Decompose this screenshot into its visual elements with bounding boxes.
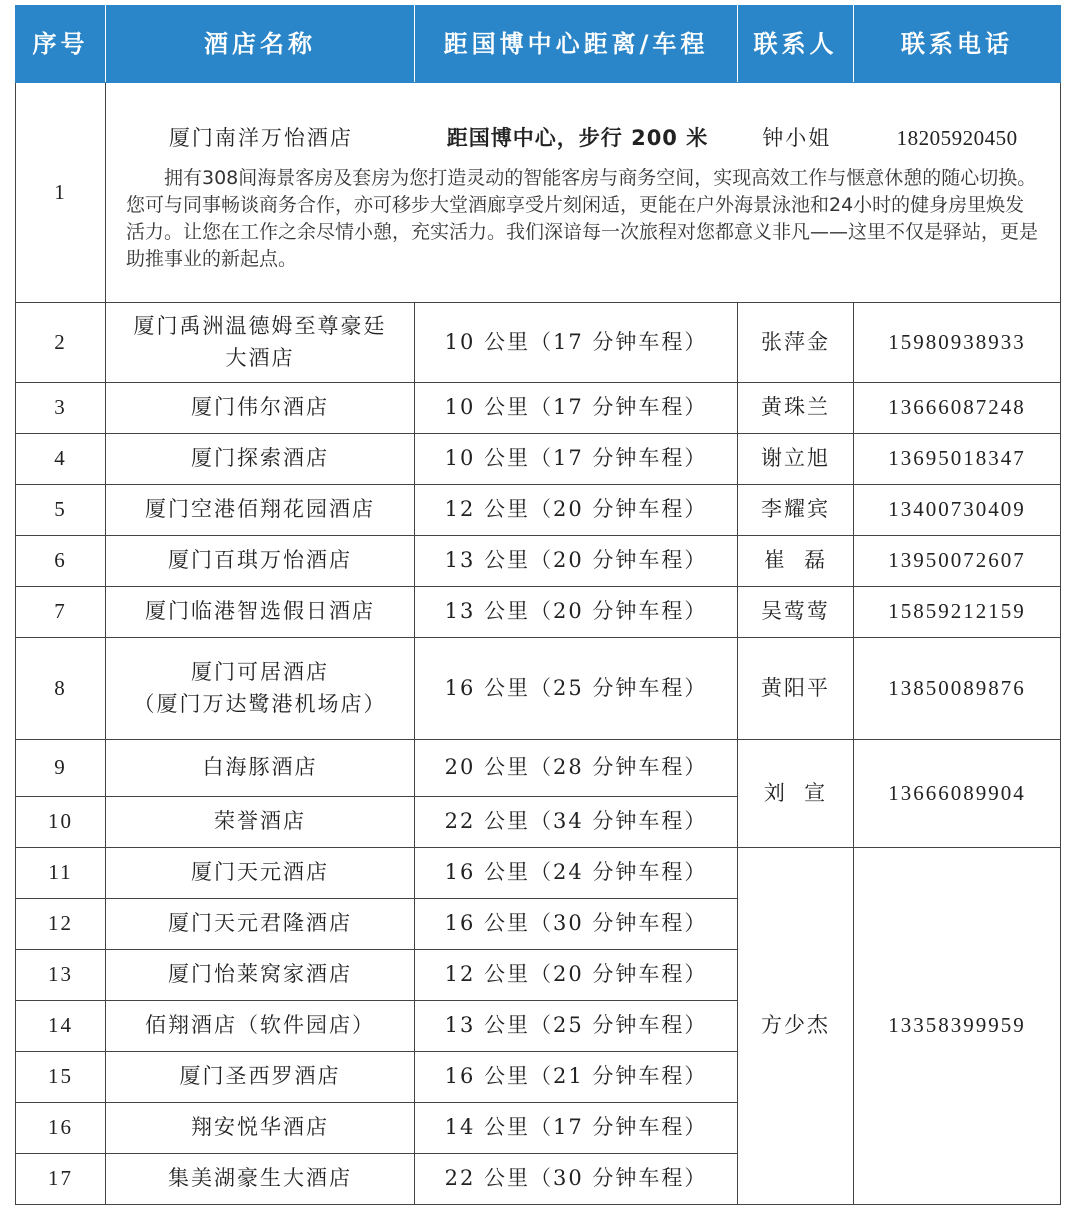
hotel-distance: 20 公里（28 分钟车程）	[415, 740, 738, 797]
hotel-distance: 12 公里（20 分钟车程）	[415, 485, 738, 536]
hotel-distance: 13 公里（20 分钟车程）	[415, 536, 738, 587]
row-index: 9	[16, 740, 106, 797]
table-row	[16, 848, 1061, 899]
header-contact: 联系人	[738, 6, 854, 83]
hotel-phone: 13695018347	[854, 434, 1061, 485]
row-index: 14	[16, 1001, 106, 1052]
hotel-name: 厦门天元君隆酒店	[106, 899, 415, 950]
hotel-distance: 13 公里（20 分钟车程）	[415, 587, 738, 638]
hotel-distance: 16 公里（30 分钟车程）	[415, 899, 738, 950]
header-phone: 联系电话	[854, 6, 1061, 83]
row-index: 17	[16, 1154, 106, 1205]
hotel-phone: 15859212159	[854, 587, 1061, 638]
hotel-distance: 22 公里（30 分钟车程）	[415, 1154, 738, 1205]
hotel-distance: 12 公里（20 分钟车程）	[415, 950, 738, 1001]
row-index: 16	[16, 1103, 106, 1154]
row-index: 10	[16, 797, 106, 848]
hotel-distance: 16 公里（24 分钟车程）	[415, 848, 738, 899]
featured-description: 拥有308间海景客房及套房为您打造灵动的智能客房与商务空间，实现高效工作与惬意休憩的随心切换。您可与同事畅谈商务合作，亦可移步大堂酒廊享受片刻闲适，更能在户外海景泳池和24小时的健身房里焕发活力。让您在工作之余尽情小憩，充实活力。我们深谙每一次旅程对您都意义非凡——这里不仅是驿站，更是助推事业的新起点。	[126, 167, 1039, 270]
hotel-phone: 13850089876	[854, 638, 1061, 740]
table-row	[16, 536, 1061, 587]
row-index: 11	[16, 848, 106, 899]
hotel-name: 集美湖豪生大酒店	[106, 1154, 415, 1205]
hotel-name: 厦门百琪万怡酒店	[106, 536, 415, 587]
header-index: 序号	[16, 6, 106, 83]
group-phone-liu: 13666089904	[854, 740, 1061, 848]
table-row	[16, 587, 1061, 638]
hotel-name: 厦门空港佰翔花园酒店	[106, 485, 415, 536]
hotel-name: 厦门临港智选假日酒店	[106, 587, 415, 638]
hotel-distance: 22 公里（34 分钟车程）	[415, 797, 738, 848]
row-index: 5	[16, 485, 106, 536]
group-contact-liu: 刘 宣	[738, 740, 854, 848]
hotel-name: 翔安悦华酒店	[106, 1103, 415, 1154]
hotel-name: 厦门怡莱窝家酒店	[106, 950, 415, 1001]
hotel-name	[106, 638, 415, 740]
row-index: 15	[16, 1052, 106, 1103]
hotel-name: 白海豚酒店	[106, 740, 415, 797]
table-row	[16, 383, 1061, 434]
table-row	[16, 638, 1061, 740]
featured-summary	[106, 117, 1060, 161]
hotel-table	[15, 5, 1061, 1205]
featured-name: 厦门南洋万怡酒店	[168, 126, 353, 151]
table-row	[16, 740, 1061, 797]
hotel-phone: 13666087248	[854, 383, 1061, 434]
hotel-name: 佰翔酒店（软件园店）	[106, 1001, 415, 1052]
featured-distance: 距国博中心，步行 200 米	[446, 126, 709, 151]
hotel-name: 厦门天元酒店	[106, 848, 415, 899]
hotel-name-line2: （厦门万达鹭港机场店）	[133, 691, 387, 716]
hotel-contact: 张萍金	[738, 303, 854, 383]
row-index: 2	[16, 303, 106, 383]
row-index: 1	[16, 83, 106, 303]
table-row	[16, 485, 1061, 536]
table-row	[16, 434, 1061, 485]
hotel-name: 荣誉酒店	[106, 797, 415, 848]
hotel-contact: 李耀宾	[738, 485, 854, 536]
hotel-name: 厦门伟尔酒店	[106, 383, 415, 434]
row-index: 13	[16, 950, 106, 1001]
hotel-distance: 10 公里（17 分钟车程）	[415, 434, 738, 485]
row-index: 12	[16, 899, 106, 950]
group-phone-fang: 13358399959	[854, 848, 1061, 1205]
hotel-name: 厦门探索酒店	[106, 434, 415, 485]
row-index: 6	[16, 536, 106, 587]
hotel-phone: 13400730409	[854, 485, 1061, 536]
row-index: 4	[16, 434, 106, 485]
header-row	[16, 6, 1061, 83]
group-contact-fang: 方少杰	[738, 848, 854, 1205]
hotel-name: 厦门圣西罗酒店	[106, 1052, 415, 1103]
hotel-distance: 14 公里（17 分钟车程）	[415, 1103, 738, 1154]
hotel-distance: 10 公里（17 分钟车程）	[415, 303, 738, 383]
table-row	[16, 303, 1061, 383]
featured-phone: 18205920450	[896, 126, 1018, 151]
hotel-phone: 13950072607	[854, 536, 1061, 587]
hotel-contact: 谢立旭	[738, 434, 854, 485]
featured-cell	[106, 83, 1061, 303]
hotel-phone: 15980938933	[854, 303, 1061, 383]
featured-contact: 钟小姐	[762, 126, 832, 151]
hotel-distance: 16 公里（21 分钟车程）	[415, 1052, 738, 1103]
hotel-contact: 黄阳平	[738, 638, 854, 740]
row-index: 3	[16, 383, 106, 434]
hotel-contact: 黄珠兰	[738, 383, 854, 434]
hotel-name-line2: 大酒店	[225, 345, 295, 370]
header-distance: 距国博中心距离/车程	[415, 6, 738, 83]
hotel-name	[106, 303, 415, 383]
hotel-distance: 10 公里（17 分钟车程）	[415, 383, 738, 434]
hotel-name-line1: 厦门禹洲温德姆至尊豪廷	[133, 314, 387, 338]
hotel-contact: 吴莺莺	[738, 587, 854, 638]
hotel-name-line1: 厦门可居酒店	[191, 660, 329, 684]
table-row-featured	[16, 83, 1061, 303]
hotel-distance: 13 公里（25 分钟车程）	[415, 1001, 738, 1052]
hotel-contact: 崔 磊	[738, 536, 854, 587]
hotel-distance: 16 公里（25 分钟车程）	[415, 638, 738, 740]
header-name: 酒店名称	[106, 6, 415, 83]
row-index: 8	[16, 638, 106, 740]
row-index: 7	[16, 587, 106, 638]
